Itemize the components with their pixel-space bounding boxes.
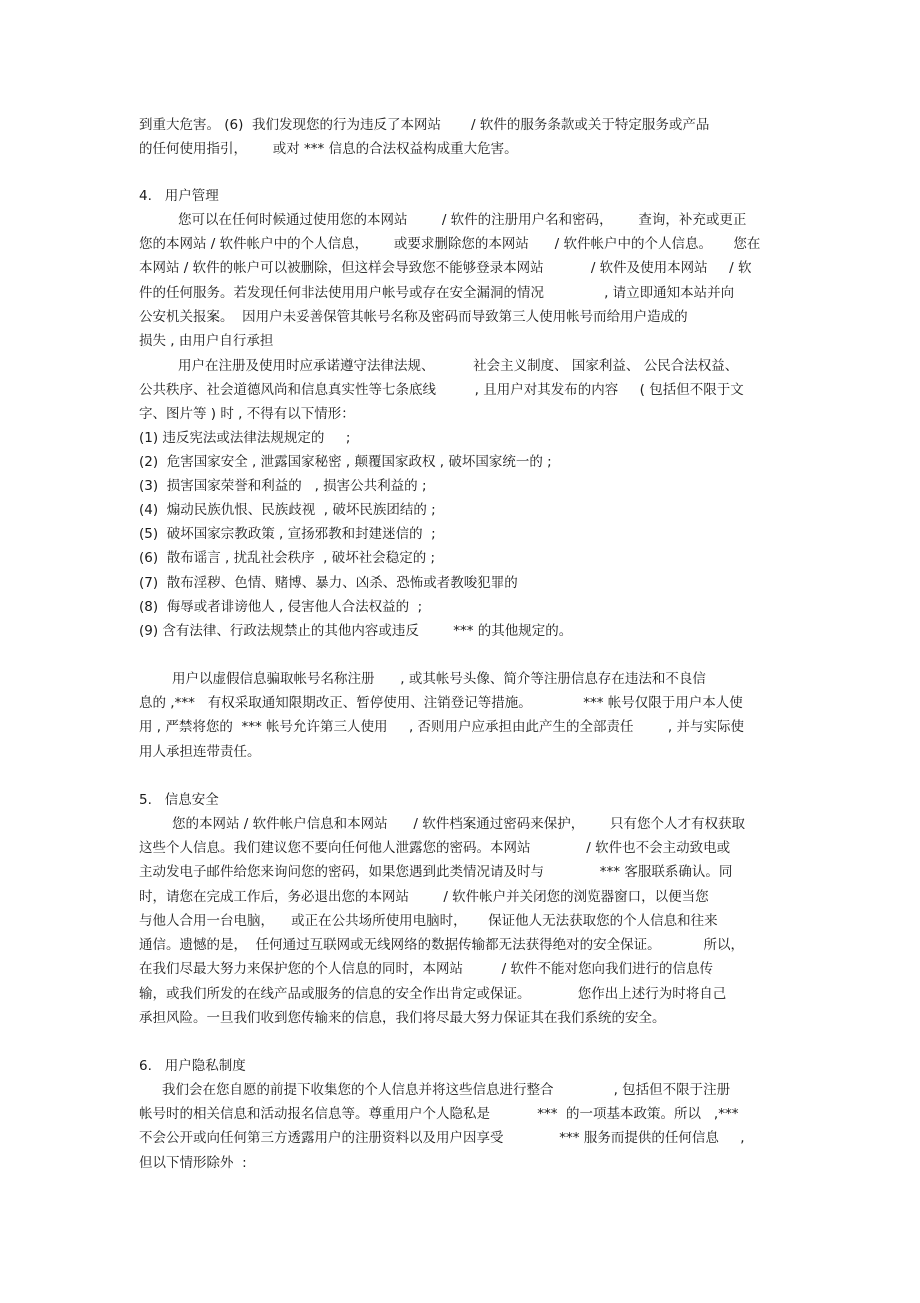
list-item: (4) 煽动民族仇恨、民族歧视 , 破坏民族团结的 ; (139, 502, 436, 518)
section-4-para3-line: 息的 ,*** 有权采取通知限期改正、暂停使用、注销登记等措施。 *** 帐号仅限于用户本人使 (139, 695, 743, 711)
section-5-line: 输，或我们所发的在线产品或服务的信息的安全作出肯定或保证。 您作出上述行为时将自己 (139, 986, 727, 1002)
section-6-line: 帐号时的相关信息和活动报名信息等。尊重用户个人隐私是 *** 的一项基本政策。所以 ,*** (139, 1106, 739, 1122)
list-item: (2) 危害国家安全 , 泄露国家秘密 , 颠覆国家政权 , 破坏国家统一的 ; (139, 454, 552, 470)
section-4-para2-line: 字、图片等 ) 时 , 不得有以下情形： (139, 406, 355, 422)
section-5-line: 主动发电子邮件给您来询问您的密码，如果您遇到此类情况请及时与 *** 客服联系确认。同 (139, 864, 733, 880)
section-5-line: 通信。遗憾的是， 任何通过互联网或无线网络的数据传输都无法获得绝对的安全保证。 所以， (139, 937, 744, 953)
list-item: (8) 侮辱或者诽谤他人 , 侵害他人合法权益的 ; (139, 599, 423, 615)
section-4-para3-line: 用户以虚假信息骗取帐号名称注册 , 或其帐号头像、简介等注册信息存在违法和不良信 (172, 671, 706, 687)
section-6-heading: 6. 用户隐私制度 (139, 1058, 246, 1074)
section-5-line: 与他人合用一台电脑， 或正在公共场所使用电脑时， 保证他人无法获取您的个人信息和往来 (139, 913, 718, 929)
section-4-para1-line: 本网站 / 软件的帐户可以被删除，但这样会导致您不能够登录本网站 / 软件及使用本网站 / 软 (139, 260, 752, 276)
section-4-para3-line: 用 , 严禁将您的 *** 帐号允许第三人使用 , 否则用户应承担由此产生的全部责任 , 并与实际使 (139, 719, 744, 735)
section-4-para1-line: 件的任何服务。若发现任何非法使用用户帐号或存在安全漏洞的情况 , 请立即通知本站并向 (139, 285, 735, 301)
section-4-para1-line: 损失 , 由用户自行承担 (139, 333, 274, 349)
section-6-line: 我们会在您自愿的前提下收集您的个人信息并将这些信息进行整合 , 包括但不限于注册 (162, 1082, 731, 1098)
section-4-para1-line: 您的本网站 / 软件帐户中的个人信息， 或要求删除您的本网站 / 软件帐户中的个人信息。 您在 (139, 236, 761, 252)
section-5-line: 承担风险。一旦我们收到您传输来的信息，我们将尽最大努力保证其在我们系统的安全。 (139, 1010, 666, 1026)
intro-line-1: 到重大危害。 (6) 我们发现您的行为违反了本网站 / 软件的服务条款或关于特定服务或产品 (139, 117, 710, 133)
section-4-para2-line: 用户在注册及使用时应承诺遵守法律法规、 社会主义制度、 国家利益、 公民合法权益、 (178, 358, 739, 374)
section-4-heading: 4. 用户管理 (139, 188, 219, 204)
section-5-heading: 5. 信息安全 (139, 792, 219, 808)
section-5-line: 这些个人信息。我们建议您不要向任何他人泄露您的密码。本网站 / 软件也不会主动致电或 (139, 840, 731, 856)
section-5-line: 您的本网站 / 软件帐户信息和本网站 / 软件档案通过密码来保护， 只有您个人才有权获取 (172, 816, 745, 832)
list-item: (1) 违反宪法或法律法规规定的 ; (139, 430, 351, 446)
section-5-line: 时，请您在完成工作后，务必退出您的本网站 / 软件帐户并关闭您的浏览器窗口，以便当您 (139, 889, 709, 905)
section-4-para3-line: 用人承担连带责任。 (139, 744, 261, 760)
section-5-line: 在我们尽最大努力来保护您的个人信息的同时，本网站 / 软件不能对您向我们进行的信息传 (139, 961, 713, 977)
list-item: (6) 散布谣言 , 扰乱社会秩序 , 破坏社会稳定的 ; (139, 550, 436, 566)
intro-line-2: 的任何使用指引， 或对 *** 信息的合法权益构成重大危害。 (139, 141, 518, 157)
section-6-line: 不会公开或向任何第三方透露用户的注册资料以及用户因享受 *** 服务而提供的任何信息 , (139, 1130, 745, 1146)
section-4-para1-line: 公安机关报案。 因用户未妥善保管其帐号名称及密码而导致第三人使用帐号而给用户造成的 (139, 309, 688, 325)
section-6-line: 但以下情形除外 : (139, 1155, 247, 1171)
section-4-para1-line: 您可以在任何时候通过使用您的本网站 / 软件的注册用户名和密码， 查询，补充或更正 (178, 212, 747, 228)
list-item: (3) 损害国家荣誉和利益的 , 损害公共利益的 ; (139, 478, 427, 494)
list-item: (7) 散布淫秽、色情、赌博、暴力、凶杀、恐怖或者教唆犯罪的 (139, 575, 518, 591)
section-4-para2-line: 公共秩序、社会道德风尚和信息真实性等七条底线 , 且用户对其发布的内容 ( 包括但不限于文 (139, 382, 744, 398)
list-item: (5) 破坏国家宗教政策 , 宣扬邪教和封建迷信的 ; (139, 526, 436, 542)
list-item: (9) 含有法律、行政法规禁止的其他内容或违反 *** 的其他规定的。 (139, 623, 573, 639)
